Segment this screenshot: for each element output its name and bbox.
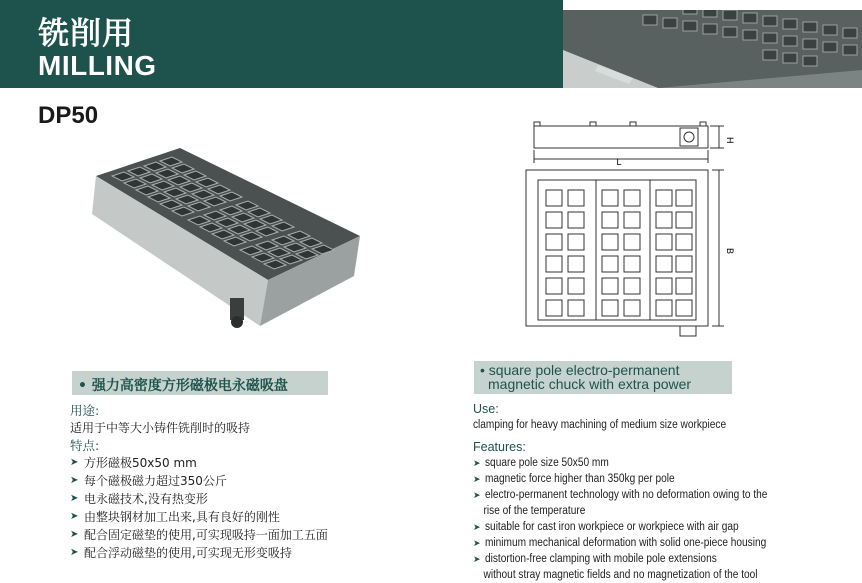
zh-feature: ➤ 配合浮动磁垫的使用,可实现无形变吸持 [70,544,328,562]
zh-description [70,402,328,562]
dim-height-label: H [725,137,735,144]
en-feature-cont: without stray magnetic fields and no magnetization of the tool [483,569,758,581]
en-description [473,401,806,583]
tag-en-line2: magnetic chuck with extra power [488,376,692,392]
en-features-heading: Features: [473,440,526,454]
en-feature: ➤ magnetic force higher than 350kg per pole [473,471,806,487]
en-feature-cont: rise of the temperature [483,505,586,517]
technical-drawing [512,118,738,343]
en-feature: ➤ suitable for cast iron workpiece or workpiece with air gap [473,519,806,535]
model-name: DP50 [38,102,99,129]
en-feature: ➤ electro-permanent technology with no deformation owing to the [473,487,806,503]
zh-feature: ➤ 每个磁极磁力超过350公斤 [70,472,328,490]
en-use-heading: Use: [473,402,499,416]
tag-zh: • 强力高密度方形磁极电永磁吸盘 [72,371,328,395]
zh-use-text: 适用于中等大小铸件铣削时的吸持 [70,421,251,435]
tag-en-line1: • square pole electro-permanent [480,362,680,378]
title-zh: 铣削用 [38,16,134,52]
header-bar [0,0,563,88]
zh-feature: ➤ 电永磁技术,没有热变形 [70,490,328,508]
chuck-product-image [88,148,360,338]
zh-feature: ➤ 由整块钢材加工出来,具有良好的刚性 [70,508,328,526]
dim-breadth-label: B [725,248,735,255]
en-feature: ➤ minimum mechanical deformation with solid one-piece housing [473,535,806,551]
header-photo [563,10,862,88]
title-en: MILLING [38,50,157,81]
dim-length-label: L [616,157,622,167]
zh-feature: ➤ 方形磁极50x50 mm [70,454,328,472]
zh-use-heading: 用途: [70,403,100,418]
zh-feature: ➤ 配合固定磁垫的使用,可实现吸持一面加工五面 [70,526,328,544]
en-use-text: clamping for heavy machining of medium size workpiece [473,419,727,431]
zh-features-heading: 特点: [70,438,100,453]
en-feature: ➤ distortion-free clamping with mobile pole extensions [473,551,806,567]
tag-en [474,361,732,394]
en-feature: ➤ square pole size 50x50 mm [473,455,806,471]
